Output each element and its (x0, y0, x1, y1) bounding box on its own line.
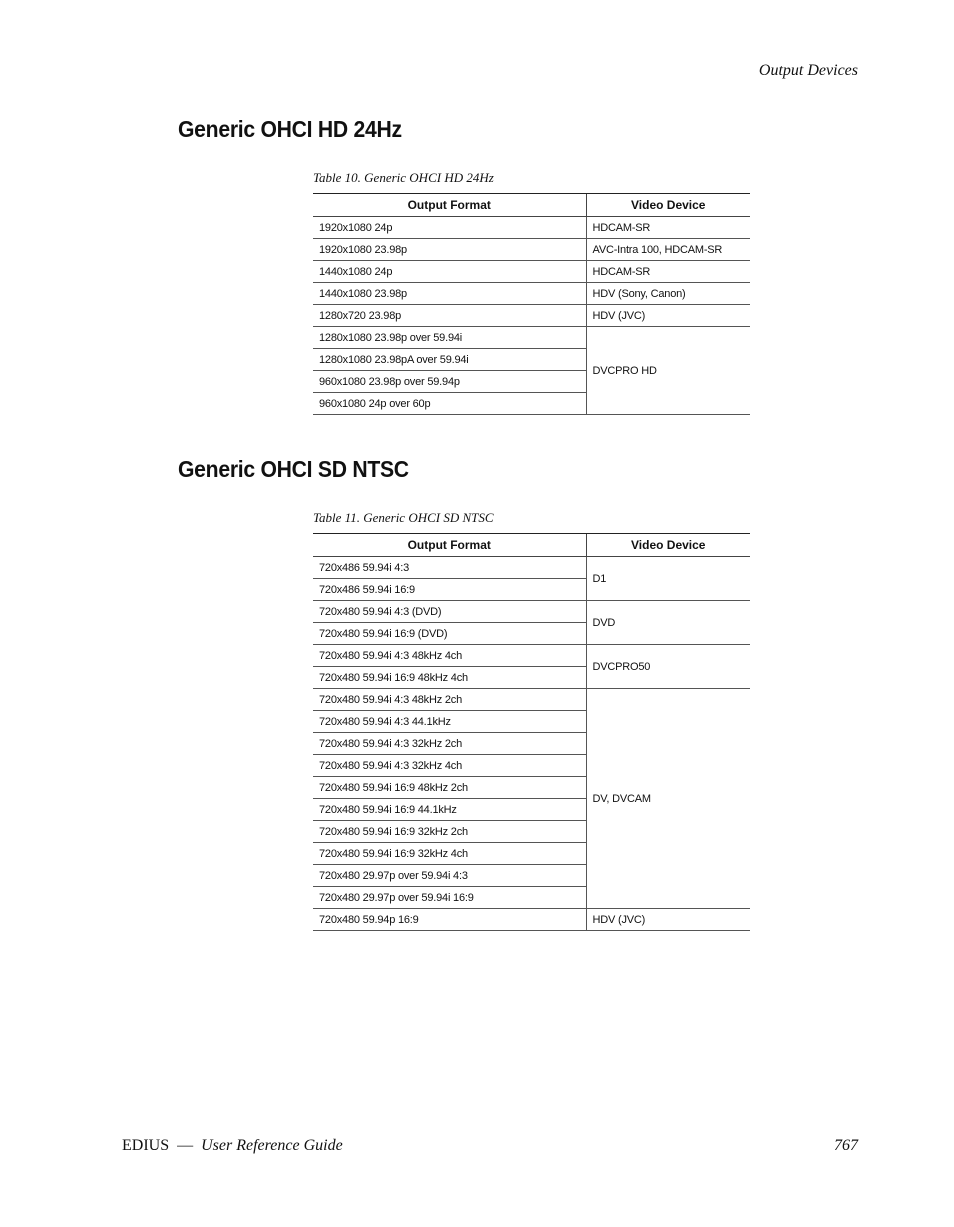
video-device-cell: HDCAM-SR (586, 217, 750, 239)
table-row (313, 217, 750, 239)
video-device-cell: DVD (586, 601, 750, 645)
output-format-cell: 720x486 59.94i 4:3 (313, 557, 586, 579)
output-format-cell: 1440x1080 24p (313, 261, 586, 283)
video-device-cell: D1 (586, 557, 750, 601)
table-sd-ntsc (313, 533, 750, 931)
footer-brand: EDIUS (122, 1137, 170, 1154)
output-format-cell: 1280x720 23.98p (313, 305, 586, 327)
output-format-cell: 720x480 59.94i 4:3 32kHz 2ch (313, 733, 586, 755)
output-format-cell: 1280x1080 23.98p over 59.94i (313, 327, 586, 349)
output-format-cell: 1920x1080 23.98p (313, 239, 586, 261)
output-format-cell: 720x480 59.94i 16:9 (DVD) (313, 623, 586, 645)
table-row (313, 261, 750, 283)
output-format-cell: 720x480 29.97p over 59.94i 4:3 (313, 865, 586, 887)
table-header-row (313, 534, 750, 557)
column-header-video-device: Video Device (586, 194, 750, 217)
table-row (313, 601, 750, 623)
output-format-cell: 1280x1080 23.98pA over 59.94i (313, 349, 586, 371)
section-title-sd-ntsc: Generic OHCI SD NTSC (178, 456, 409, 482)
table-hd-24hz (313, 193, 750, 415)
output-format-cell: 720x480 59.94i 16:9 32kHz 4ch (313, 843, 586, 865)
table-row (313, 645, 750, 667)
table-row (313, 557, 750, 579)
output-format-cell: 720x480 59.94i 4:3 32kHz 4ch (313, 755, 586, 777)
footer-separator: — (177, 1137, 194, 1154)
table-row (313, 239, 750, 261)
output-format-cell: 1440x1080 23.98p (313, 283, 586, 305)
output-format-cell: 720x480 59.94i 4:3 48kHz 2ch (313, 689, 586, 711)
output-format-cell: 720x480 59.94p 16:9 (313, 909, 586, 931)
output-format-cell: 720x480 59.94i 16:9 32kHz 2ch (313, 821, 586, 843)
column-header-output-format: Output Format (313, 534, 586, 557)
video-device-cell: DVCPRO HD (586, 327, 750, 415)
output-format-cell: 720x480 59.94i 16:9 48kHz 4ch (313, 667, 586, 689)
video-device-cell: DVCPRO50 (586, 645, 750, 689)
running-head: Output Devices (758, 62, 858, 79)
video-device-cell: AVC-Intra 100, HDCAM-SR (586, 239, 750, 261)
video-device-cell: HDCAM-SR (586, 261, 750, 283)
footer-book-title: User Reference Guide (201, 1137, 343, 1154)
video-device-cell: HDV (JVC) (586, 305, 750, 327)
output-format-cell: 720x480 59.94i 16:9 44.1kHz (313, 799, 586, 821)
output-format-cell: 720x480 29.97p over 59.94i 16:9 (313, 887, 586, 909)
column-header-output-format: Output Format (313, 194, 586, 217)
table-caption-hd-24hz: Table 10. Generic OHCI HD 24Hz (313, 170, 494, 185)
table-caption-sd-ntsc: Table 11. Generic OHCI SD NTSC (313, 510, 494, 525)
table-row (313, 909, 750, 931)
output-format-cell: 1920x1080 24p (313, 217, 586, 239)
column-header-video-device: Video Device (586, 534, 750, 557)
section-title-hd-24hz: Generic OHCI HD 24Hz (178, 116, 402, 142)
output-format-cell: 960x1080 24p over 60p (313, 393, 586, 415)
table-header-row (313, 194, 750, 217)
table-row (313, 305, 750, 327)
table-row (313, 327, 750, 349)
output-format-cell: 720x480 59.94i 16:9 48kHz 2ch (313, 777, 586, 799)
table-row (313, 689, 750, 711)
output-format-cell: 720x480 59.94i 4:3 48kHz 4ch (313, 645, 586, 667)
video-device-cell: DV, DVCAM (586, 689, 750, 909)
video-device-cell: HDV (Sony, Canon) (586, 283, 750, 305)
footer-title (122, 1137, 343, 1155)
output-format-cell: 720x480 59.94i 4:3 (DVD) (313, 601, 586, 623)
output-format-cell: 720x480 59.94i 4:3 44.1kHz (313, 711, 586, 733)
output-format-cell: 720x486 59.94i 16:9 (313, 579, 586, 601)
output-format-cell: 960x1080 23.98p over 59.94p (313, 371, 586, 393)
video-device-cell: HDV (JVC) (586, 909, 750, 931)
page-number: 767 (834, 1137, 858, 1154)
table-row (313, 283, 750, 305)
